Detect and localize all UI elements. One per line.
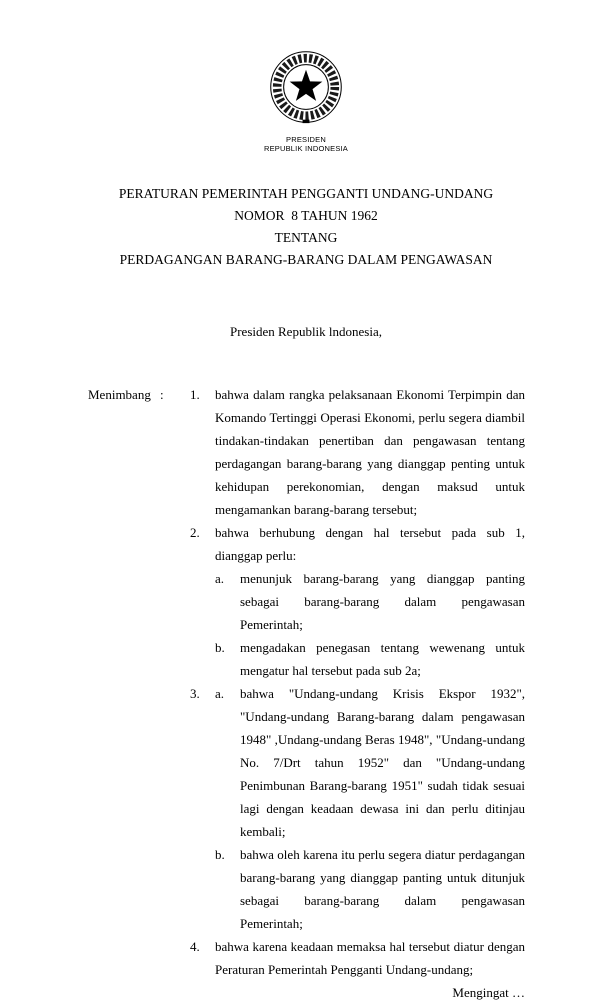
mengingat-catchword: Mengingat … [452,985,525,1000]
title-line-1: PERATURAN PEMERINTAH PENGGANTI UNDANG-UNDANG [118,186,494,201]
star-seal-icon [263,44,349,130]
list-item-2a [215,567,525,636]
list-item-4 [190,935,525,981]
item-text: bahwa karena keadaan memaksa hal tersebut diatur dengan Peraturan Pemerintah Pengganti Undang-undang; [215,939,525,977]
title-line-3: TENTANG [274,230,338,245]
subitem-marker: b. [215,847,225,862]
menimbang-section [88,383,525,981]
list-item-2b [215,636,525,682]
item-text: bahwa berhubung dengan hal tersebut pada sub 1, dianggap perlu: [215,525,525,563]
item-marker: 1. [190,387,200,402]
salutation: Presiden Republik lndonesia, [229,324,382,339]
subitem-marker: a. [215,686,225,701]
title-line-2: NOMOR 8 TAHUN 1962 [234,208,378,223]
letterhead [0,135,612,153]
item-marker: 4. [190,939,200,954]
subitem-marker: a. [215,571,225,586]
document-title [0,183,612,271]
item-marker: 3. [190,686,200,701]
menimbang-content [190,383,525,981]
title-line-4: PERDAGANGAN BARANG-BARANG DALAM PENGAWASAN [119,252,493,267]
subitem-text: mengadakan penegasan tentang wewenang untuk mengatur hal tersebut pada sub 2a; [240,640,525,678]
menimbang-colon: : [160,387,164,402]
menimbang-label: Menimbang [88,387,151,402]
list-item-3a [215,682,525,843]
list-item-1 [190,383,525,521]
subitem-text: bahwa "Undang-undang Krisis Ekspor 1932", "Undang-undang Barang-barang dalam pengawasan 1948" ,Undang-undang Beras 1948", "Undang-undang No. 7/Drt tahun 1952" dan "Undang-undang Penimbunan Barang-barang 1951" sudah tidak sesuai lagi dengan keadaan dewasa ini dan perlu ditinjau kembali; [240,686,525,839]
item-marker: 2. [190,525,200,540]
list-item-2 [190,521,525,682]
list-item-3b [215,843,525,935]
list-item-3 [190,682,525,935]
subitem-marker: b. [215,640,225,655]
subitem-text: menunjuk barang-barang yang dianggap panting sebagai barang-barang dalam pengawasan Pemerintah; [240,571,525,632]
letterhead-line-2: REPUBLIK INDONESIA [263,144,349,153]
presidential-seal [263,44,349,130]
subitem-text: bahwa oleh karena itu perlu segera diatur perdagangan barang-barang yang dianggap panting untuk ditunjuk sebagai barang-barang dalam pengawasan Pemerintah; [240,847,525,931]
letterhead-line-1: PRESIDEN [286,135,326,144]
item-text: bahwa dalam rangka pelaksanaan Ekonomi Terpimpin dan Komando Tertinggi Operasi Ekonomi, perlu segera diambil tindakan-tindakan penertiban dan pengawasan tentang perdagangan barang-barang yang dianggap penting untuk kehidupan perekonomian, dengan maksud untuk mengamankan barang-barang tersebut; [215,387,525,517]
